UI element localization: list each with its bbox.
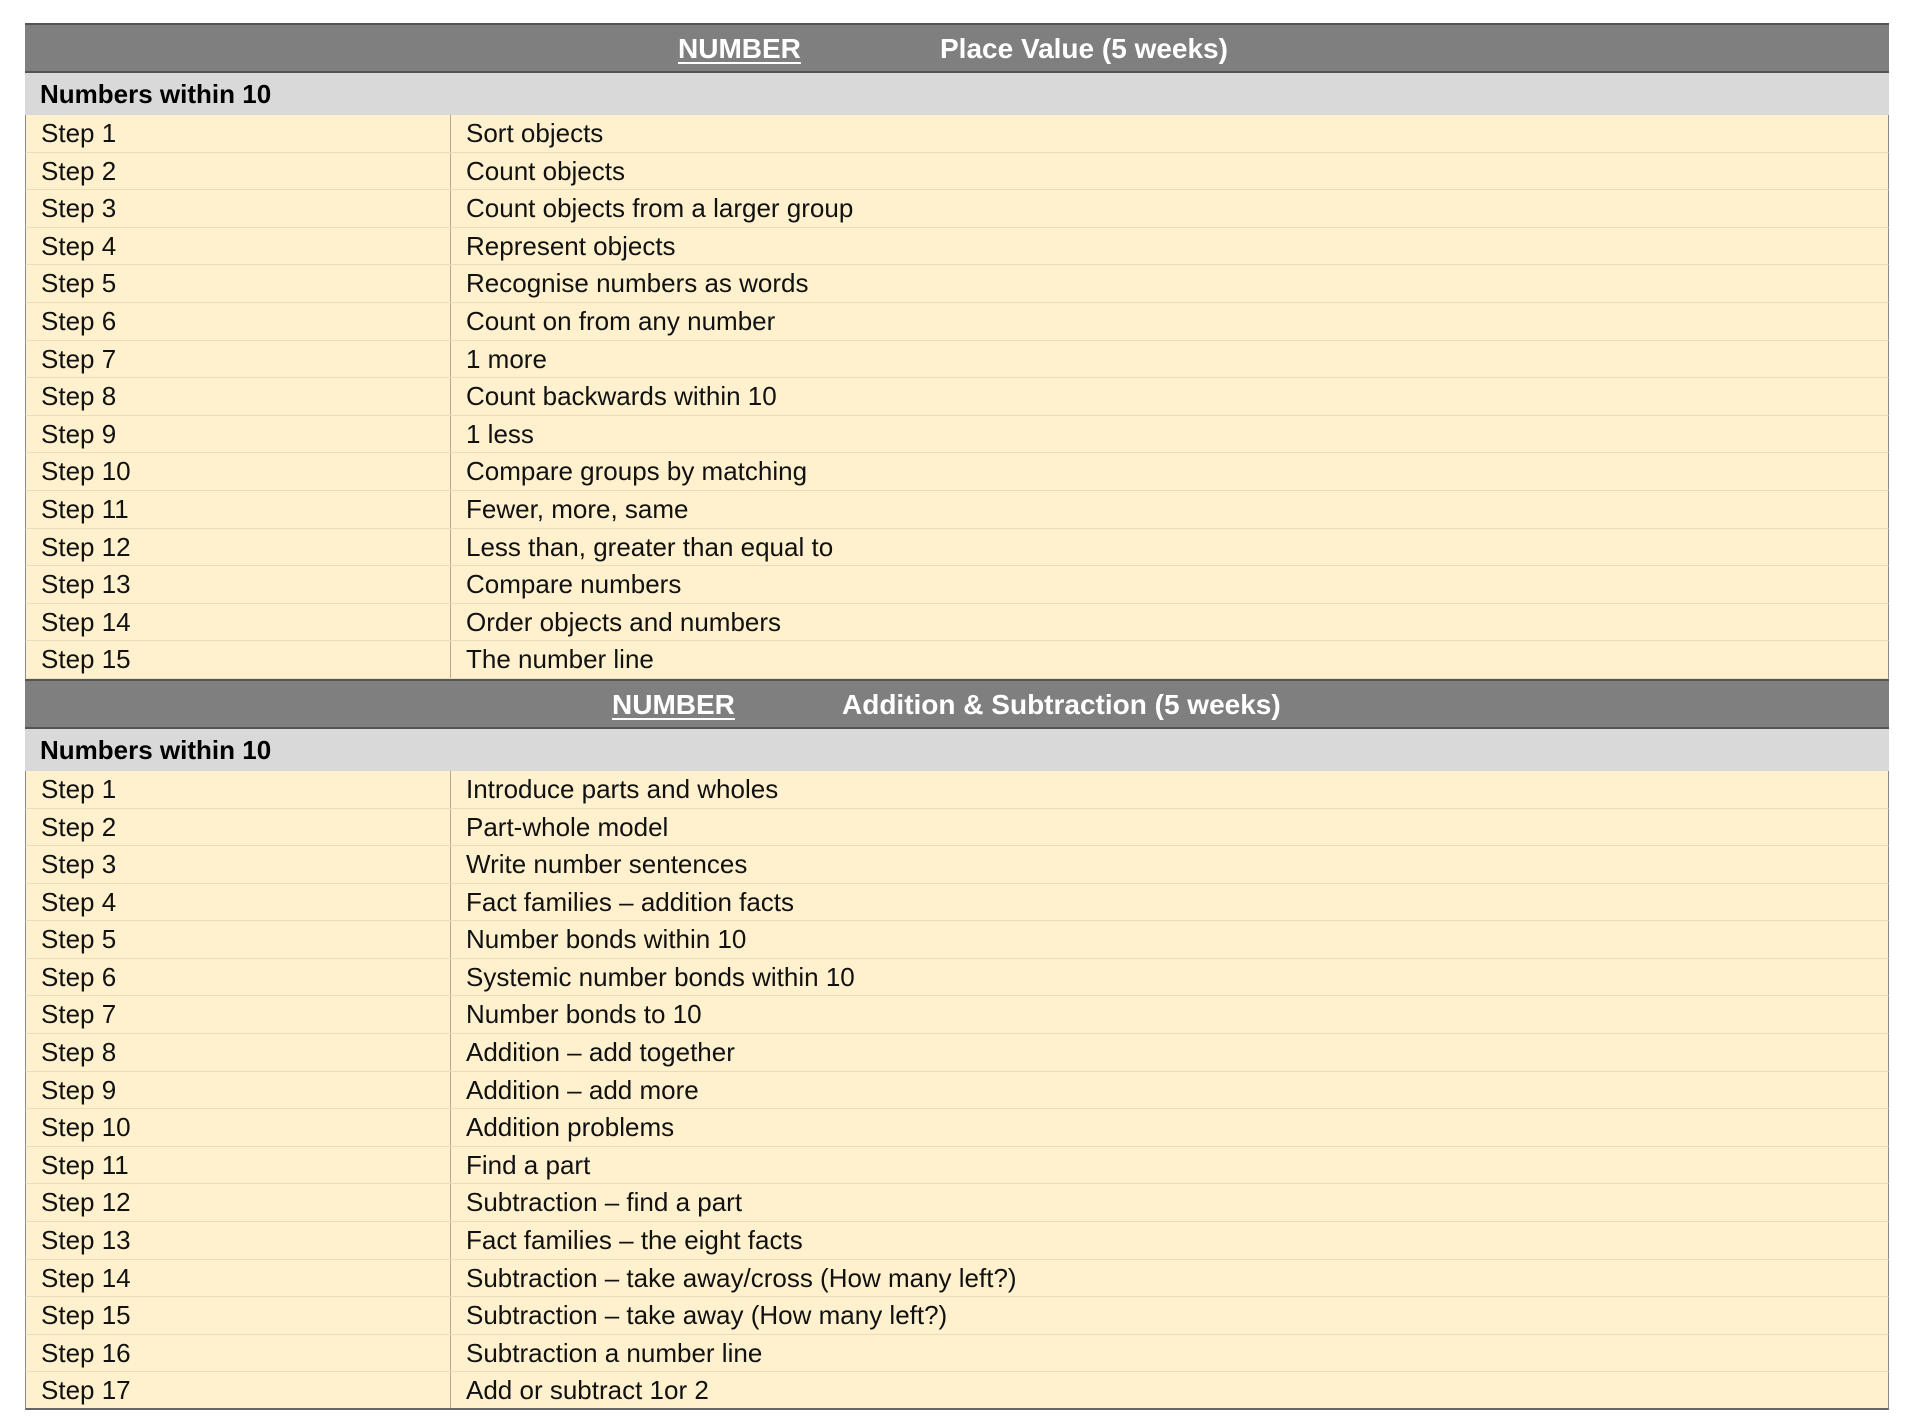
table-row: [25, 1297, 1889, 1335]
table-row: [25, 1072, 1889, 1110]
step-description: Addition – add together: [466, 1037, 735, 1068]
step-description: Subtraction a number line: [466, 1337, 763, 1368]
table-row: [25, 996, 1889, 1034]
table-row: [25, 604, 1889, 642]
section-header-addition-subtraction: [25, 679, 1889, 729]
step-number: Step 10: [26, 1109, 451, 1146]
step-number: Step 3: [26, 846, 451, 883]
steps-list-place-value: [25, 115, 1889, 679]
step-number: Step 8: [26, 1034, 451, 1071]
table-row: [25, 771, 1889, 809]
table-row: [25, 641, 1889, 679]
step-description: Recognise numbers as words: [466, 268, 809, 299]
table-row: [25, 566, 1889, 604]
step-description: Sort objects: [466, 118, 604, 148]
step-description: The number line: [466, 644, 654, 675]
step-number: Step 4: [26, 228, 451, 265]
step-description: Represent objects: [466, 230, 676, 261]
step-number: Step 9: [26, 416, 451, 453]
step-description: Write number sentences: [466, 849, 748, 880]
table-row: [25, 809, 1889, 847]
step-number: Step 9: [26, 1072, 451, 1109]
table-row: [25, 959, 1889, 997]
strand-label: NUMBER: [678, 33, 801, 64]
table-row: [25, 1372, 1889, 1410]
step-number: Step 6: [26, 959, 451, 996]
table-row: [25, 1184, 1889, 1222]
table-row: [25, 153, 1889, 191]
step-number: Step 13: [26, 566, 451, 603]
step-number: Step 15: [26, 641, 451, 678]
step-description: Fewer, more, same: [466, 493, 689, 524]
step-number: Step 7: [26, 996, 451, 1033]
table-row: [25, 1034, 1889, 1072]
section-subheader: Numbers within 10: [25, 73, 1889, 115]
step-description: Subtraction – take away (How many left?): [466, 1300, 948, 1331]
step-description: 1 less: [466, 418, 534, 449]
step-description: Count objects from a larger group: [466, 193, 854, 224]
step-description: 1 more: [466, 343, 547, 374]
step-number: Step 14: [26, 1260, 451, 1297]
table-row: [25, 265, 1889, 303]
step-description: Subtraction – take away/cross (How many left?): [466, 1262, 1017, 1293]
step-description: Systemic number bonds within 10: [466, 961, 855, 992]
step-number: Step 12: [26, 1184, 451, 1221]
step-description: Number bonds within 10: [466, 924, 747, 955]
step-number: Step 11: [26, 1147, 451, 1184]
step-number: Step 10: [26, 453, 451, 490]
step-number: Step 2: [26, 153, 451, 190]
step-number: Step 6: [26, 303, 451, 340]
table-row: [25, 1222, 1889, 1260]
step-number: Step 2: [26, 809, 451, 846]
step-description: Count on from any number: [466, 305, 776, 336]
table-row: [25, 1260, 1889, 1298]
table-row: [25, 378, 1889, 416]
table-row: [25, 228, 1889, 266]
table-row: [25, 921, 1889, 959]
step-description: Part-whole model: [466, 811, 669, 842]
step-description: Compare numbers: [466, 569, 682, 600]
steps-list-addition-subtraction: [25, 771, 1889, 1410]
step-description: Order objects and numbers: [466, 606, 782, 637]
step-description: Count backwards within 10: [466, 381, 777, 412]
table-row: [25, 846, 1889, 884]
table-row: [25, 1335, 1889, 1373]
table-row: [25, 416, 1889, 454]
table-row: [25, 1147, 1889, 1185]
step-description: Fact families – the eight facts: [466, 1225, 803, 1256]
table-row: [25, 491, 1889, 529]
table-row: [25, 1109, 1889, 1147]
step-description: Add or subtract 1or 2: [466, 1375, 709, 1406]
step-number: Step 12: [26, 529, 451, 566]
step-description: Count objects: [466, 155, 625, 186]
step-description: Compare groups by matching: [466, 456, 808, 487]
table-row: [25, 115, 1889, 153]
table-row: [25, 529, 1889, 567]
section-title: Place Value (5 weeks): [940, 33, 1228, 64]
step-number: Step 4: [26, 884, 451, 921]
step-number: Step 1: [26, 771, 451, 808]
table-row: [25, 303, 1889, 341]
step-number: Step 16: [26, 1335, 451, 1372]
table-row: [25, 341, 1889, 379]
table-row: [25, 190, 1889, 228]
step-number: Step 17: [26, 1372, 451, 1408]
step-description: Introduce parts and wholes: [466, 773, 779, 804]
step-number: Step 13: [26, 1222, 451, 1259]
table-row: [25, 884, 1889, 922]
step-number: Step 15: [26, 1297, 451, 1334]
step-description: Number bonds to 10: [466, 999, 702, 1030]
strand-label: NUMBER: [612, 688, 735, 720]
scheme-of-learning-table: [25, 23, 1889, 1410]
step-description: Addition problems: [466, 1112, 675, 1143]
step-number: Step 3: [26, 190, 451, 227]
section-title: Addition & Subtraction (5 weeks): [842, 688, 1281, 720]
step-description: Less than, greater than equal to: [466, 531, 834, 562]
step-description: Subtraction – find a part: [466, 1187, 743, 1218]
table-row: [25, 453, 1889, 491]
step-description: Fact families – addition facts: [466, 886, 795, 917]
step-number: Step 8: [26, 378, 451, 415]
step-number: Step 5: [26, 921, 451, 958]
step-number: Step 5: [26, 265, 451, 302]
step-description: Addition – add more: [466, 1074, 699, 1105]
step-number: Step 7: [26, 341, 451, 378]
step-number: Step 1: [26, 115, 451, 152]
step-description: Find a part: [466, 1149, 591, 1180]
step-number: Step 14: [26, 604, 451, 641]
section-subheader: Numbers within 10: [25, 729, 1889, 771]
step-number: Step 11: [26, 491, 451, 528]
section-header-place-value: [25, 23, 1889, 73]
